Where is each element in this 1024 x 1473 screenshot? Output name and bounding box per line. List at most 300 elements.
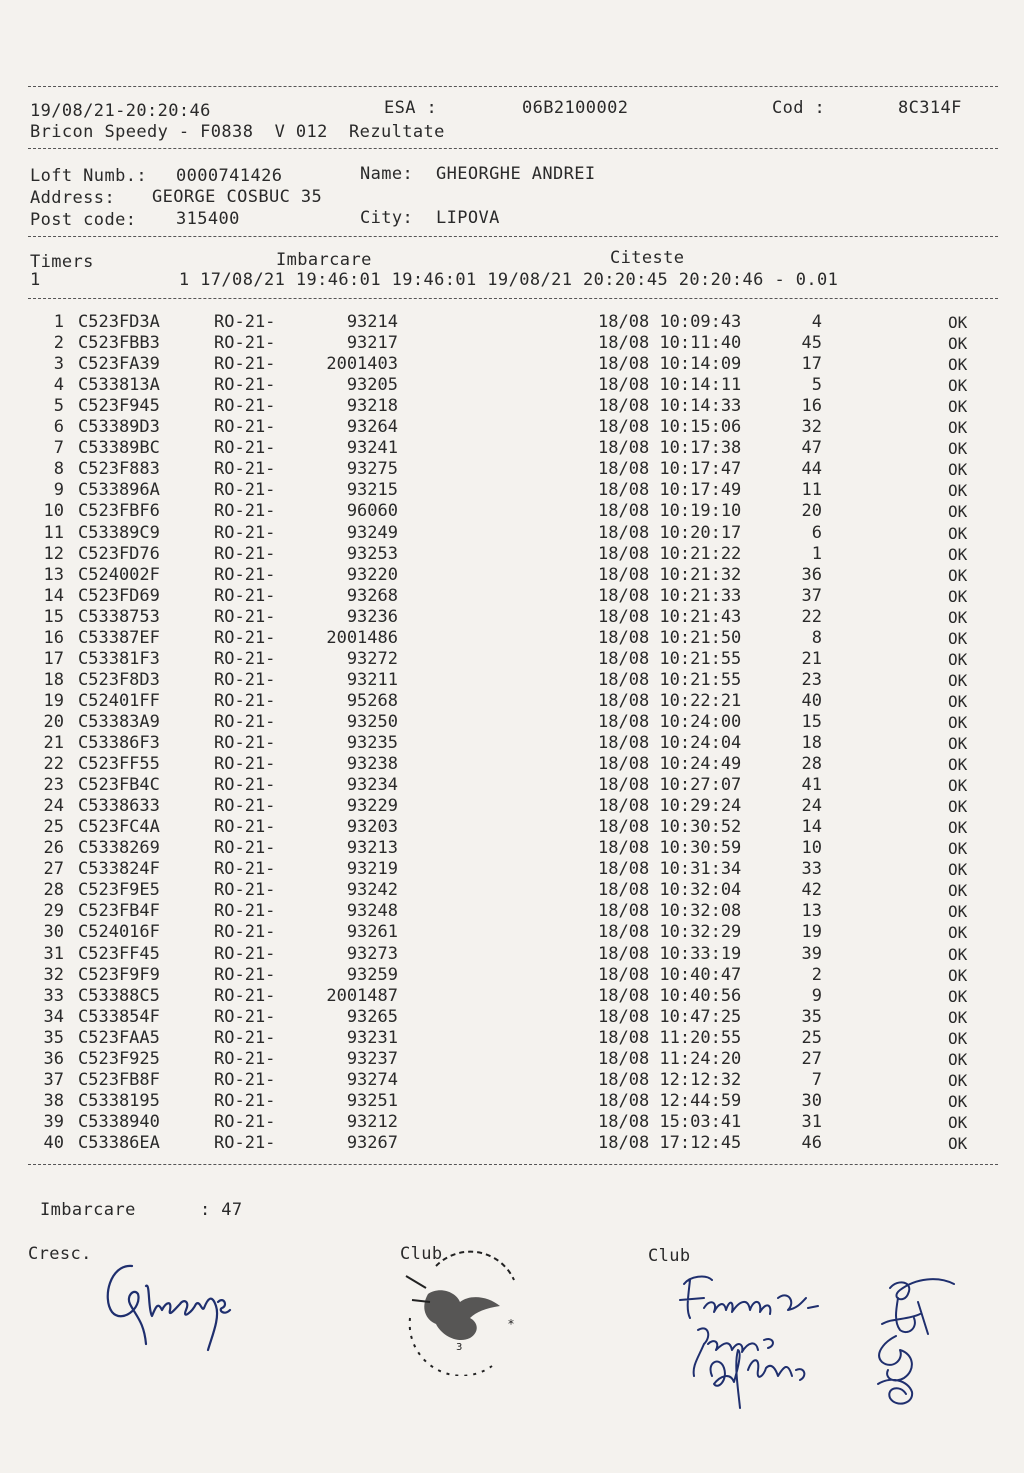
table-row bbox=[0, 312, 1024, 333]
row-number: 6 bbox=[53, 417, 64, 438]
cresc-label: Cresc. bbox=[28, 1244, 92, 1264]
ring-prefix: RO-21- bbox=[214, 1069, 276, 1090]
arrival-time: 18/08 10:29:24 bbox=[598, 796, 742, 817]
timer-row: 1 1 17/08/21 19:46:01 19:46:01 19/08/21 20:20:45 20:20:46 - 0.01 bbox=[30, 270, 839, 290]
ring-prefix: RO-21- bbox=[214, 522, 276, 543]
row-number: 34 bbox=[43, 1006, 64, 1027]
table-row bbox=[0, 880, 1024, 901]
ring-code: C523F8D3 bbox=[78, 669, 160, 690]
ring-number: 2001487 bbox=[326, 985, 398, 1006]
ring-number: 93267 bbox=[346, 1132, 398, 1153]
club-stamp bbox=[396, 1236, 536, 1376]
status-ok: OK bbox=[948, 881, 968, 901]
ring-number: 93275 bbox=[346, 459, 398, 480]
basket-position: 33 bbox=[801, 859, 822, 880]
table-row bbox=[0, 670, 1024, 691]
row-number: 36 bbox=[43, 1048, 64, 1069]
arrival-time: 18/08 10:21:55 bbox=[598, 669, 742, 690]
basket-position: 7 bbox=[811, 1069, 822, 1090]
ring-number: 93237 bbox=[346, 1048, 398, 1069]
ring-number: 93265 bbox=[346, 1006, 398, 1027]
ring-prefix: RO-21- bbox=[214, 669, 276, 690]
device-line: Bricon Speedy - F0838 V 012 Rezultate bbox=[30, 122, 445, 142]
arrival-time: 18/08 10:19:10 bbox=[598, 501, 742, 522]
ring-code: C5338195 bbox=[78, 1090, 160, 1111]
table-row bbox=[0, 1112, 1024, 1133]
ring-code: C533824F bbox=[78, 859, 160, 880]
ring-prefix: RO-21- bbox=[214, 606, 276, 627]
ring-number: 93261 bbox=[346, 922, 398, 943]
row-number: 4 bbox=[53, 375, 64, 396]
ring-prefix: RO-21- bbox=[214, 817, 276, 838]
status-ok: OK bbox=[948, 607, 968, 627]
status-ok: OK bbox=[948, 797, 968, 817]
table-row bbox=[0, 565, 1024, 586]
ring-number: 93211 bbox=[346, 669, 398, 690]
name-value: GHEORGHE ANDREI bbox=[436, 164, 596, 184]
imbarcare-total-label: Imbarcare bbox=[40, 1200, 136, 1220]
row-number: 31 bbox=[43, 943, 64, 964]
ring-number: 93231 bbox=[346, 1027, 398, 1048]
ring-prefix: RO-21- bbox=[214, 480, 276, 501]
ring-prefix: RO-21- bbox=[214, 333, 276, 354]
ring-number: 93229 bbox=[346, 796, 398, 817]
ring-number: 93219 bbox=[346, 859, 398, 880]
table-row bbox=[0, 354, 1024, 375]
row-number: 40 bbox=[43, 1132, 64, 1153]
table-row bbox=[0, 754, 1024, 775]
arrival-time: 18/08 10:17:38 bbox=[598, 438, 742, 459]
row-number: 1 bbox=[53, 312, 64, 332]
svg-text:*: * bbox=[508, 1317, 514, 1331]
ring-code: C53386F3 bbox=[78, 733, 160, 753]
ring-code: C53389C9 bbox=[78, 522, 160, 543]
table-row bbox=[0, 649, 1024, 670]
basket-position: 23 bbox=[801, 669, 822, 690]
row-number: 3 bbox=[53, 354, 64, 375]
status-ok: OK bbox=[948, 376, 968, 396]
arrival-time: 18/08 10:21:32 bbox=[598, 564, 742, 585]
status-ok: OK bbox=[948, 1028, 968, 1048]
row-number: 28 bbox=[43, 880, 64, 901]
row-number: 8 bbox=[53, 459, 64, 480]
ring-prefix: RO-21- bbox=[214, 459, 276, 480]
ring-number: 93236 bbox=[346, 606, 398, 627]
cod-label: Cod : bbox=[772, 98, 826, 118]
arrival-time: 18/08 10:24:49 bbox=[598, 754, 742, 775]
table-row bbox=[0, 1091, 1024, 1112]
row-number: 17 bbox=[43, 648, 64, 669]
ring-code: C523FA39 bbox=[78, 354, 160, 375]
arrival-time: 18/08 10:40:47 bbox=[598, 964, 742, 985]
ring-code: C53387EF bbox=[78, 627, 160, 648]
row-number: 24 bbox=[43, 796, 64, 817]
table-row bbox=[0, 796, 1024, 817]
row-number: 32 bbox=[43, 964, 64, 985]
separator-line bbox=[28, 86, 998, 87]
ring-code: C523F945 bbox=[78, 396, 160, 417]
ring-code: C523FD3A bbox=[78, 312, 160, 332]
club-label-signature: Club bbox=[648, 1246, 691, 1266]
status-ok: OK bbox=[948, 1112, 968, 1132]
ring-code: C523FF45 bbox=[78, 943, 160, 964]
status-ok: OK bbox=[948, 712, 968, 732]
arrival-time: 18/08 10:21:55 bbox=[598, 648, 742, 669]
row-number: 30 bbox=[43, 922, 64, 943]
arrival-time: 18/08 10:20:17 bbox=[598, 522, 742, 543]
basket-position: 28 bbox=[801, 754, 822, 775]
arrival-time: 18/08 10:32:04 bbox=[598, 880, 742, 901]
ring-number: 93242 bbox=[346, 880, 398, 901]
ring-prefix: RO-21- bbox=[214, 417, 276, 438]
basket-position: 6 bbox=[811, 522, 822, 543]
club-signatures bbox=[668, 1258, 978, 1428]
basket-position: 10 bbox=[801, 838, 822, 859]
row-number: 7 bbox=[53, 438, 64, 459]
ring-prefix: RO-21- bbox=[214, 396, 276, 417]
arrival-time: 18/08 10:32:08 bbox=[598, 901, 742, 922]
table-row bbox=[0, 859, 1024, 880]
ring-number: 93213 bbox=[346, 838, 398, 859]
table-row bbox=[0, 501, 1024, 522]
arrival-time: 18/08 10:27:07 bbox=[598, 775, 742, 796]
row-number: 20 bbox=[43, 711, 64, 732]
status-ok: OK bbox=[948, 649, 968, 669]
row-number: 33 bbox=[43, 985, 64, 1006]
table-row bbox=[0, 901, 1024, 922]
ring-prefix: RO-21- bbox=[214, 985, 276, 1006]
basket-position: 41 bbox=[801, 775, 822, 796]
ring-number: 93273 bbox=[346, 943, 398, 964]
status-ok: OK bbox=[948, 670, 968, 690]
ring-number: 93253 bbox=[346, 543, 398, 564]
ring-code: C523FB8F bbox=[78, 1069, 160, 1090]
row-number: 13 bbox=[43, 564, 64, 585]
ring-code: C53389BC bbox=[78, 438, 160, 459]
status-ok: OK bbox=[948, 565, 968, 585]
status-ok: OK bbox=[948, 1070, 968, 1090]
arrival-time: 18/08 10:21:22 bbox=[598, 543, 742, 564]
arrival-time: 18/08 10:14:09 bbox=[598, 354, 742, 375]
arrival-time: 18/08 17:12:45 bbox=[598, 1132, 742, 1153]
row-number: 23 bbox=[43, 775, 64, 796]
svg-text:3: 3 bbox=[456, 1342, 463, 1353]
ring-code: C533896A bbox=[78, 480, 160, 501]
basket-position: 16 bbox=[801, 396, 822, 417]
address-label: Address: bbox=[30, 188, 116, 208]
ring-prefix: RO-21- bbox=[214, 796, 276, 817]
ring-number: 93220 bbox=[346, 564, 398, 585]
status-ok: OK bbox=[948, 923, 968, 943]
basket-position: 45 bbox=[801, 333, 822, 354]
esa-value: 06B2100002 bbox=[522, 98, 629, 118]
ring-number: 93264 bbox=[346, 417, 398, 438]
separator-line bbox=[28, 236, 998, 237]
ring-prefix: RO-21- bbox=[214, 564, 276, 585]
ring-prefix: RO-21- bbox=[214, 922, 276, 943]
ring-number: 2001403 bbox=[326, 354, 398, 375]
ring-number: 93234 bbox=[346, 775, 398, 796]
ring-prefix: RO-21- bbox=[214, 1006, 276, 1027]
ring-prefix: RO-21- bbox=[214, 312, 276, 332]
ring-code: C5338269 bbox=[78, 838, 160, 859]
ring-prefix: RO-21- bbox=[214, 1090, 276, 1111]
basket-position: 14 bbox=[801, 817, 822, 838]
ring-code: C5338753 bbox=[78, 606, 160, 627]
ring-code: C523F9E5 bbox=[78, 880, 160, 901]
table-row bbox=[0, 1007, 1024, 1028]
table-row bbox=[0, 691, 1024, 712]
status-ok: OK bbox=[948, 439, 968, 459]
basket-position: 17 bbox=[801, 354, 822, 375]
ring-number: 93268 bbox=[346, 585, 398, 606]
row-number: 37 bbox=[43, 1069, 64, 1090]
ring-number: 93248 bbox=[346, 901, 398, 922]
ring-code: C523F925 bbox=[78, 1048, 160, 1069]
basket-position: 40 bbox=[801, 690, 822, 711]
ring-prefix: RO-21- bbox=[214, 880, 276, 901]
arrival-time: 18/08 11:24:20 bbox=[598, 1048, 742, 1069]
arrival-time: 18/08 10:22:21 bbox=[598, 690, 742, 711]
arrival-time: 18/08 12:12:32 bbox=[598, 1069, 742, 1090]
ring-code: C524016F bbox=[78, 922, 160, 943]
basket-position: 46 bbox=[801, 1132, 822, 1153]
table-row bbox=[0, 1028, 1024, 1049]
arrival-time: 18/08 10:15:06 bbox=[598, 417, 742, 438]
arrival-time: 18/08 10:47:25 bbox=[598, 1006, 742, 1027]
ring-code: C524002F bbox=[78, 564, 160, 585]
imbarcare-total-value: : 47 bbox=[200, 1200, 243, 1220]
row-number: 16 bbox=[43, 627, 64, 648]
table-row bbox=[0, 333, 1024, 354]
table-row bbox=[0, 1049, 1024, 1070]
ring-prefix: RO-21- bbox=[214, 543, 276, 564]
status-ok: OK bbox=[948, 902, 968, 922]
table-row bbox=[0, 544, 1024, 565]
arrival-time: 18/08 10:21:50 bbox=[598, 627, 742, 648]
status-ok: OK bbox=[948, 1091, 968, 1111]
row-number: 29 bbox=[43, 901, 64, 922]
basket-position: 30 bbox=[801, 1090, 822, 1111]
ring-code: C5338940 bbox=[78, 1111, 160, 1132]
ring-number: 93235 bbox=[346, 733, 398, 753]
arrival-time: 18/08 15:03:41 bbox=[598, 1111, 742, 1132]
ring-code: C533813A bbox=[78, 375, 160, 396]
basket-position: 18 bbox=[801, 733, 822, 753]
arrival-time: 18/08 10:32:29 bbox=[598, 922, 742, 943]
ring-code: C53389D3 bbox=[78, 417, 160, 438]
status-ok: OK bbox=[948, 1049, 968, 1069]
arrival-time: 18/08 10:30:59 bbox=[598, 838, 742, 859]
arrival-time: 18/08 11:20:55 bbox=[598, 1027, 742, 1048]
ring-number: 93249 bbox=[346, 522, 398, 543]
status-ok: OK bbox=[948, 965, 968, 985]
ring-prefix: RO-21- bbox=[214, 775, 276, 796]
row-number: 21 bbox=[43, 733, 64, 753]
arrival-time: 18/08 10:21:43 bbox=[598, 606, 742, 627]
ring-number: 93215 bbox=[346, 480, 398, 501]
table-row bbox=[0, 586, 1024, 607]
status-ok: OK bbox=[948, 418, 968, 438]
status-ok: OK bbox=[948, 691, 968, 711]
status-ok: OK bbox=[948, 502, 968, 522]
table-row bbox=[0, 817, 1024, 838]
arrival-time: 18/08 10:17:49 bbox=[598, 480, 742, 501]
ring-prefix: RO-21- bbox=[214, 585, 276, 606]
ring-prefix: RO-21- bbox=[214, 859, 276, 880]
ring-prefix: RO-21- bbox=[214, 375, 276, 396]
basket-position: 25 bbox=[801, 1027, 822, 1048]
ring-code: C53381F3 bbox=[78, 648, 160, 669]
separator-line bbox=[28, 298, 998, 299]
table-row bbox=[0, 607, 1024, 628]
table-row bbox=[0, 628, 1024, 649]
status-ok: OK bbox=[948, 628, 968, 648]
row-number: 2 bbox=[53, 333, 64, 354]
basket-position: 32 bbox=[801, 417, 822, 438]
row-number: 35 bbox=[43, 1027, 64, 1048]
status-ok: OK bbox=[948, 734, 968, 753]
table-row bbox=[0, 459, 1024, 480]
basket-position: 39 bbox=[801, 943, 822, 964]
loft-number-label: Loft Numb.: bbox=[30, 166, 147, 186]
row-number: 14 bbox=[43, 585, 64, 606]
ring-prefix: RO-21- bbox=[214, 901, 276, 922]
table-row bbox=[0, 922, 1024, 943]
ring-prefix: RO-21- bbox=[214, 711, 276, 732]
separator-line bbox=[28, 1164, 998, 1165]
row-number: 11 bbox=[43, 522, 64, 543]
basket-position: 44 bbox=[801, 459, 822, 480]
basket-position: 31 bbox=[801, 1111, 822, 1132]
citeste-column-label: Citeste bbox=[610, 248, 685, 268]
basket-position: 13 bbox=[801, 901, 822, 922]
basket-position: 2 bbox=[811, 964, 822, 985]
separator-line bbox=[28, 148, 998, 149]
ring-prefix: RO-21- bbox=[214, 648, 276, 669]
arrival-time: 18/08 10:31:34 bbox=[598, 859, 742, 880]
ring-number: 2001486 bbox=[326, 627, 398, 648]
row-number: 19 bbox=[43, 690, 64, 711]
ring-code: C533854F bbox=[78, 1006, 160, 1027]
arrival-time: 18/08 10:33:19 bbox=[598, 943, 742, 964]
ring-number: 93251 bbox=[346, 1090, 398, 1111]
table-row bbox=[0, 965, 1024, 986]
ring-number: 93205 bbox=[346, 375, 398, 396]
ring-code: C5338633 bbox=[78, 796, 160, 817]
timers-label: Timers bbox=[30, 252, 94, 272]
status-ok: OK bbox=[948, 544, 968, 564]
status-ok: OK bbox=[948, 334, 968, 354]
basket-position: 20 bbox=[801, 501, 822, 522]
row-number: 27 bbox=[43, 859, 64, 880]
basket-position: 5 bbox=[811, 375, 822, 396]
status-ok: OK bbox=[948, 860, 968, 880]
club-label-stamp: Club bbox=[400, 1244, 443, 1264]
ring-code: C53388C5 bbox=[78, 985, 160, 1006]
ring-code: C523FAA5 bbox=[78, 1027, 160, 1048]
ring-number: 93250 bbox=[346, 711, 398, 732]
ring-code: C523FC4A bbox=[78, 817, 160, 838]
arrival-time: 18/08 10:24:00 bbox=[598, 711, 742, 732]
status-ok: OK bbox=[948, 355, 968, 375]
print-datetime: 19/08/21-20:20:46 bbox=[30, 101, 211, 121]
ring-code: C523FD69 bbox=[78, 585, 160, 606]
basket-position: 47 bbox=[801, 438, 822, 459]
basket-position: 1 bbox=[811, 543, 822, 564]
status-ok: OK bbox=[948, 313, 968, 332]
arrival-time: 18/08 10:14:11 bbox=[598, 375, 742, 396]
esa-label: ESA : bbox=[384, 98, 438, 118]
ring-number: 96060 bbox=[346, 501, 398, 522]
ring-prefix: RO-21- bbox=[214, 627, 276, 648]
row-number: 5 bbox=[53, 396, 64, 417]
ring-prefix: RO-21- bbox=[214, 1111, 276, 1132]
ring-prefix: RO-21- bbox=[214, 438, 276, 459]
arrival-time: 18/08 10:24:04 bbox=[598, 733, 742, 753]
status-ok: OK bbox=[948, 839, 968, 859]
status-ok: OK bbox=[948, 755, 968, 775]
table-row bbox=[0, 523, 1024, 544]
table-row bbox=[0, 396, 1024, 417]
table-row bbox=[0, 712, 1024, 733]
status-ok: OK bbox=[948, 818, 968, 838]
ring-code: C52401FF bbox=[78, 690, 160, 711]
table-row bbox=[0, 1133, 1024, 1154]
status-ok: OK bbox=[948, 523, 968, 543]
basket-position: 8 bbox=[811, 627, 822, 648]
ring-number: 93272 bbox=[346, 648, 398, 669]
basket-position: 37 bbox=[801, 585, 822, 606]
table-row bbox=[0, 375, 1024, 396]
city-value: LIPOVA bbox=[436, 208, 500, 228]
ring-number: 93214 bbox=[346, 312, 398, 332]
ring-prefix: RO-21- bbox=[214, 354, 276, 375]
ring-code: C53383A9 bbox=[78, 711, 160, 732]
basket-position: 36 bbox=[801, 564, 822, 585]
table-row bbox=[0, 775, 1024, 796]
ring-prefix: RO-21- bbox=[214, 754, 276, 775]
ring-prefix: RO-21- bbox=[214, 1048, 276, 1069]
ring-code: C523FB4F bbox=[78, 901, 160, 922]
ring-code: C523FBB3 bbox=[78, 333, 160, 354]
arrival-time: 18/08 12:44:59 bbox=[598, 1090, 742, 1111]
ring-number: 95268 bbox=[346, 690, 398, 711]
arrival-time: 18/08 10:14:33 bbox=[598, 396, 742, 417]
ring-code: C523F9F9 bbox=[78, 964, 160, 985]
ring-prefix: RO-21- bbox=[214, 1132, 276, 1153]
postcode-value: 315400 bbox=[176, 209, 240, 229]
postcode-label: Post code: bbox=[30, 210, 137, 230]
ring-code: C53386EA bbox=[78, 1132, 160, 1153]
row-number: 12 bbox=[43, 543, 64, 564]
status-ok: OK bbox=[948, 1007, 968, 1027]
table-row bbox=[0, 480, 1024, 501]
row-number: 26 bbox=[43, 838, 64, 859]
arrival-time: 18/08 10:30:52 bbox=[598, 817, 742, 838]
arrival-time: 18/08 10:09:43 bbox=[598, 312, 742, 332]
basket-position: 4 bbox=[811, 312, 822, 332]
ring-prefix: RO-21- bbox=[214, 733, 276, 753]
ring-number: 93203 bbox=[346, 817, 398, 838]
basket-position: 21 bbox=[801, 648, 822, 669]
ring-number: 93212 bbox=[346, 1111, 398, 1132]
basket-position: 15 bbox=[801, 711, 822, 732]
basket-position: 35 bbox=[801, 1006, 822, 1027]
ring-code: C523FB4C bbox=[78, 775, 160, 796]
ring-number: 93238 bbox=[346, 754, 398, 775]
basket-position: 42 bbox=[801, 880, 822, 901]
